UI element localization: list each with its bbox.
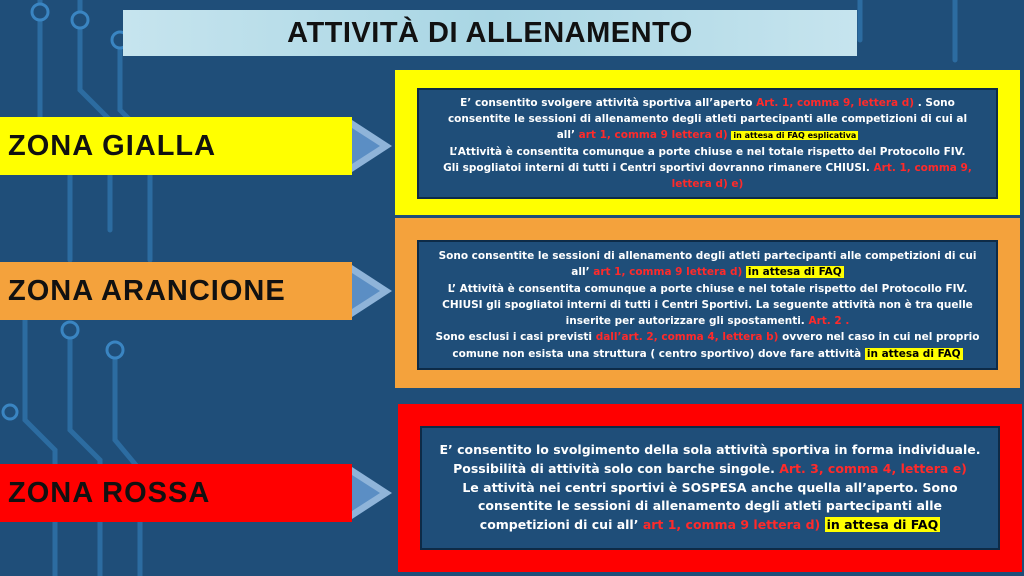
zone-rossa-label xyxy=(0,464,352,522)
body-text: Le attività nei centri sportivi è SOSPESA anche quella all’aperto. Sono consentite le sessioni di allenamento degli atleti partecipanti alle competizioni di cui all’ xyxy=(462,479,958,533)
article-reference: art 1, comma 9 lettera d) xyxy=(593,266,743,279)
faq-badge: in attesa di FAQ esplicativa xyxy=(733,131,857,141)
zone-rossa-label-text: ZONA ROSSA xyxy=(8,476,211,509)
zone-gialla-text xyxy=(441,95,974,193)
article-reference: Art. 3, comma 4, lettera e) xyxy=(779,460,967,476)
faq-badge: in attesa di FAQ xyxy=(826,517,939,533)
body-text: ovvero nel caso in cui nel proprio comune non esista una struttura ( centro sportivo) dove fare attività xyxy=(452,331,980,360)
zone-arancione-text xyxy=(433,248,982,362)
body-text: . Sono consentite le sessioni di allenamento degli atleti partecipanti alle competizioni di cui al all’ xyxy=(447,96,968,142)
body-text: L’ Attività è consentita comunque a porte chiuse e nel totale rispetto del Protocollo FIV. CHIUSI gli spogliatoi interni di tutti i Centri Sportivi. La seguente attività non è tra quelle inserite per autorizzare gli spostamenti. xyxy=(442,282,973,328)
zone-arancione-panel-inner xyxy=(417,240,998,370)
zone-arancione-panel xyxy=(395,218,1020,388)
body-text: Sono esclusi i casi previsti xyxy=(435,331,596,344)
body-text xyxy=(820,517,824,532)
zone-rossa-arrow-icon xyxy=(352,467,394,519)
zone-rossa-text xyxy=(436,441,984,535)
zone-arancione-label xyxy=(0,262,352,320)
faq-badge: in attesa di FAQ xyxy=(747,266,842,279)
zone-arancione-arrow-icon xyxy=(352,265,394,317)
article-reference: art 1, comma 9 lettera d) xyxy=(642,517,821,533)
faq-badge: in attesa di FAQ xyxy=(866,347,961,360)
zone-gialla-arrow-icon xyxy=(352,120,394,172)
body-text: E’ consentito svolgere attività sportiva all’aperto xyxy=(460,96,757,109)
zone-rossa-panel-inner xyxy=(420,426,1000,550)
zone-rossa-panel xyxy=(398,404,1022,572)
article-reference: Art. 1, comma 9, lettera d) xyxy=(756,96,915,109)
body-text: L’Attività è consentita comunque a porte chiuse e nel totale rispetto del Protocollo FIV. Gli spogliatoi interni di tutti i Centri sportivi dovranno rimanere CHIUSI. xyxy=(443,145,966,174)
article-reference: Art. 2 . xyxy=(808,315,850,328)
article-reference: dall’art. 2, comma 4, lettera b) xyxy=(595,331,779,344)
body-text: E’ consentito lo svolgimento della sola attività sportiva in forma individuale. Possibilità di attività solo con barche singole. xyxy=(439,442,981,476)
zone-arancione-label-text: ZONA ARANCIONE xyxy=(8,274,286,307)
page-title: ATTIVITÀ DI ALLENAMENTO xyxy=(123,10,857,56)
body-text: Sono consentite le sessioni di allenamento degli atleti partecipanti alle competizioni di cui all’ xyxy=(438,250,977,279)
zone-gialla-panel-inner xyxy=(417,88,998,199)
article-reference: Art. 1, comma 9, lettera d) e) xyxy=(671,161,972,191)
zone-gialla-label xyxy=(0,117,352,175)
zone-gialla-label-text: ZONA GIALLA xyxy=(8,129,217,162)
article-reference: art 1, comma 9 lettera d) xyxy=(578,129,728,142)
zone-gialla-panel xyxy=(395,70,1020,215)
